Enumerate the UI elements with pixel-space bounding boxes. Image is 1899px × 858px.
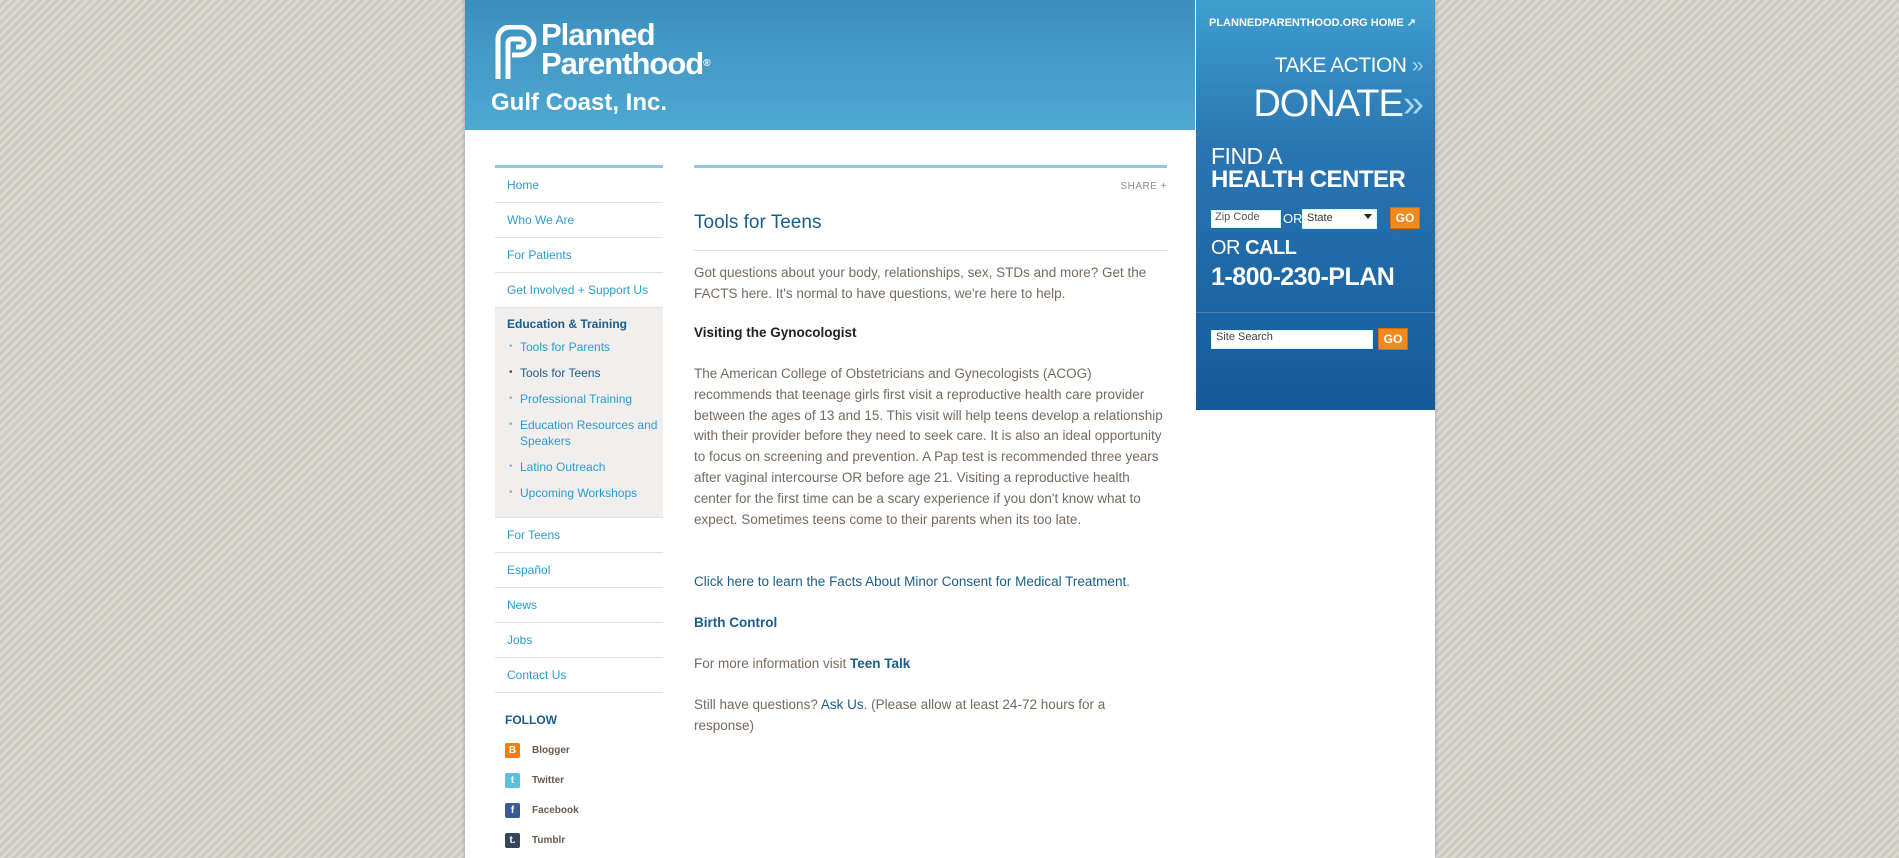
logo-line2: Parenthood [541, 46, 704, 81]
nav-item-news[interactable]: News [495, 588, 663, 623]
body-paragraph: The American College of Obstetricians and Gynecologists (ACOG) recommends that teenage girls first visit a reproductive health care provider between the ages of 13 and 15. This visit will help teens develop a relationship with their provider before they need to seek care. It is also an ideal opportunity to focus on screening and prevention. A Pap test is recommended three years after vaginal intercourse OR before age 21. Visiting a reproductive health center for the first time can be a scary experience if you don't know what to expect. Sometimes teens come to their parents when its too late. [694, 366, 1163, 527]
subnav-item-current[interactable]: • Tools for Teens [495, 365, 663, 381]
site-search-input[interactable]: Site Search [1211, 330, 1373, 349]
search-go-button[interactable]: GO [1378, 328, 1408, 350]
teen-talk-link[interactable]: Teen Talk [850, 656, 911, 671]
social-link-blogger[interactable] [505, 743, 570, 758]
facebook-icon: f [505, 803, 520, 818]
subnav-item[interactable]: • Professional Training [495, 391, 663, 407]
nav-item-for-teens[interactable]: For Teens [495, 518, 663, 553]
or-call-label [1211, 237, 1296, 260]
social-link-tumblr[interactable] [505, 833, 565, 848]
social-label: Facebook [532, 805, 579, 816]
right-sidebar [1196, 0, 1435, 410]
subnav-item[interactable]: • Education Resources and Speakers [495, 417, 663, 449]
title-divider [694, 250, 1167, 251]
nav-item-home[interactable]: Home [495, 168, 663, 203]
follow-heading: FOLLOW [505, 713, 557, 727]
birth-control-link[interactable]: Birth Control [694, 615, 778, 630]
ask-us-link[interactable]: Ask Us [820, 697, 864, 712]
nav-item-get-involved[interactable]: Get Involved + Support Us [495, 273, 663, 308]
planned-parenthood-logo-icon[interactable] [492, 25, 538, 81]
registered-mark: ® [703, 58, 711, 69]
chevron-right-icon: » [1411, 54, 1423, 77]
share-button[interactable]: SHARE + [1120, 181, 1167, 192]
page-container [465, 0, 1435, 858]
still-prefix: Still have questions? [694, 697, 821, 712]
state-value: State [1307, 212, 1333, 224]
divider [1196, 312, 1435, 313]
find-health-center [1196, 130, 1435, 310]
take-action-label: TAKE ACTION [1274, 54, 1407, 77]
tumblr-icon: t. [505, 833, 520, 848]
still-suffix: . (Please allow at least 24-72 hours for a response) [694, 697, 1106, 733]
subnav-item[interactable]: • Tools for Parents [495, 339, 663, 355]
or-label: OR [1283, 211, 1303, 226]
subnav-item[interactable]: • Upcoming Workshops [495, 485, 663, 501]
nav-item-who-we-are[interactable]: Who We Are [495, 203, 663, 238]
find-line1: FIND A [1211, 143, 1283, 169]
social-link-facebook[interactable] [505, 803, 579, 818]
social-label: Blogger [532, 745, 570, 756]
donate-label: DONATE [1253, 83, 1403, 125]
more-info-paragraph [694, 654, 1167, 675]
consent-period: . [1126, 574, 1130, 589]
left-nav [495, 165, 663, 846]
pp-home-link[interactable]: PLANNEDPARENTHOOD.ORG HOME ↗ [1209, 17, 1417, 29]
page-title: Tools for Teens [694, 212, 822, 233]
nav-item-for-patients[interactable]: For Patients [495, 238, 663, 273]
or-call-prefix: OR [1211, 237, 1240, 259]
blogger-icon: B [505, 743, 520, 758]
logo-wordmark[interactable] [541, 17, 711, 81]
affiliate-name: Gulf Coast, Inc. [491, 89, 668, 116]
chevron-down-icon [1364, 214, 1372, 219]
nav-active-section [495, 308, 663, 518]
or-call-bold: CALL [1245, 237, 1297, 259]
find-go-button[interactable]: GO [1390, 207, 1420, 229]
zip-code-input[interactable]: Zip Code [1211, 210, 1281, 228]
main-topbar [694, 165, 1167, 168]
section-heading: Visiting the Gynocologist [694, 325, 857, 340]
still-questions-paragraph [694, 695, 1167, 737]
social-label: Twitter [532, 775, 565, 786]
nav-item-contact-us[interactable]: Contact Us [495, 658, 663, 693]
chevron-right-icon: » [1402, 83, 1423, 125]
birth-control-paragraph [694, 613, 1167, 634]
twitter-icon: t [505, 773, 520, 788]
subnav-item[interactable]: • Latino Outreach [495, 459, 663, 475]
phone-number[interactable]: 1-800-230-PLAN [1211, 263, 1395, 291]
find-line2: HEALTH CENTER [1211, 166, 1406, 193]
main-content [694, 165, 1167, 733]
consent-paragraph [694, 572, 1167, 593]
more-info-prefix: For more information visit [694, 656, 851, 671]
nav-item-espanol[interactable]: Español [495, 553, 663, 588]
social-label: Tumblr [532, 835, 566, 846]
site-header [465, 0, 1195, 130]
take-action-link[interactable] [1275, 54, 1423, 78]
state-select[interactable] [1302, 209, 1377, 229]
logo-line1: Planned [541, 17, 655, 52]
social-link-twitter[interactable] [505, 773, 564, 788]
intro-paragraph: Got questions about your body, relationships, sex, STDs and more? Get the FACTS here. It's normal to have questions, we're here to help. [694, 265, 1147, 301]
nav-item-jobs[interactable]: Jobs [495, 623, 663, 658]
nav-item-education-training[interactable]: Education & Training [507, 317, 628, 331]
minor-consent-link[interactable]: Click here to learn the Facts About Minor Consent for Medical Treatment [694, 574, 1127, 589]
find-title [1211, 144, 1405, 192]
donate-link[interactable] [1253, 82, 1423, 126]
